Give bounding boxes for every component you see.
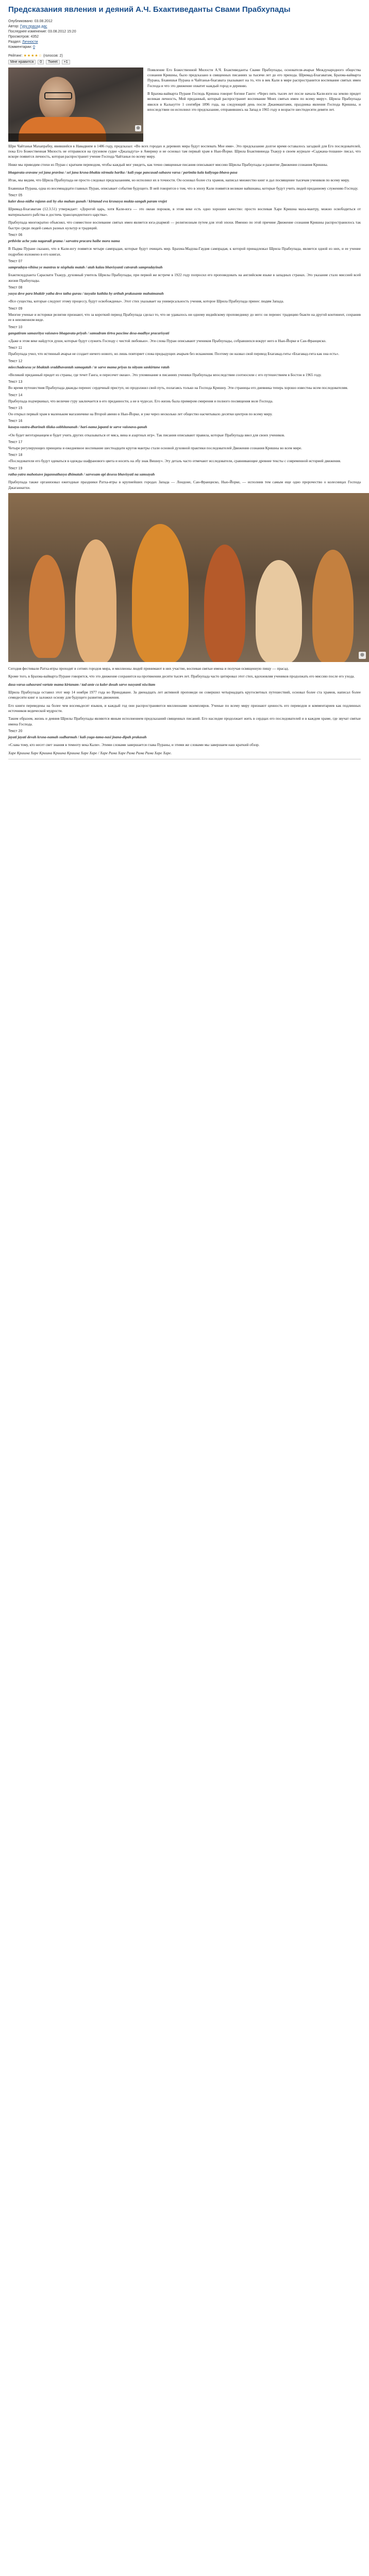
zoom-icon[interactable]: ⊕ <box>359 652 366 659</box>
verse-label: Текст 20 <box>8 730 23 734</box>
photo-figure <box>29 555 65 658</box>
paragraph: «Великий преданный придет из страны, где течет Ганга, и пересечет океан». Это упоминание в писаниях ученики Прабхупады впоследствии соотносили с его путешествием в Бостон в 1965 году. <box>8 372 322 377</box>
meta-key: Раздел: <box>8 40 22 44</box>
rating-value: (голосов: 2) <box>43 54 63 58</box>
verse-label: Текст 18 <box>8 453 23 457</box>
article-page <box>4 0 365 765</box>
meta-value: 03.08.2012 15:20 <box>48 30 76 34</box>
rathayatra-photo[interactable] <box>8 493 369 662</box>
like-button[interactable]: Мне нравится <box>8 60 36 64</box>
paragraph: Таким образом, жизнь и деяния Шрилы Прабхупады являются явным исполнением предсказаний священных писаний. Его наследие продолжает жить в сердцах его последователей и в каждом храме, где звучат святые имена Господа. <box>8 716 361 726</box>
verse-label: Текст 17 <box>8 440 23 445</box>
verse-label: Текст 13 <box>8 380 23 384</box>
verse-label: Текст 07 <box>8 259 23 263</box>
photo-glasses <box>44 92 72 99</box>
sanskrit-verse: dasa-varsa-sahasrani vartate mama kirtanam / tad-ante ca kaler dosah sarve nasyanti niscitam <box>8 682 156 687</box>
verse-label: Текст 12 <box>8 359 23 363</box>
paragraph: Его книги переведены на более чем восемьдесят языков, и каждый год они распространяются миллионами экземпляров. Ученые по всему миру признают ценность его переводов и комментариев как подлинных источников ведической мудрости. <box>8 703 361 714</box>
paragraph: Сегодня фестивали Ратха-ятры проходят в сотнях городов мира, и миллионы людей принимают в них участие, воспевая святые имена и получая освященную пищу — прасад. <box>8 666 289 671</box>
verse-label: Текст 15 <box>8 406 23 411</box>
meta-key: Просмотров: <box>8 35 30 39</box>
verse-label: Текст 19 <box>8 466 23 470</box>
meta-author <box>8 24 361 29</box>
verse-label: Текст 14 <box>8 393 23 397</box>
sanskrit-verse: jayati jayati devah krsna-namah sudharmah / kali-yuga-tama-nasi jnana-dipah prakasah <box>8 735 147 740</box>
paragraph: Шримад-Бхагаватам (12.3.51) утверждает: «Дорогой царь, хотя Кали-юга — это океан пороков, в этом веке есть одно хорошее качество: просто воспевая Харе Кришна маха-мантру, можно освободиться от материального рабства и достичь трансцендентного царства». <box>8 207 361 217</box>
sanskrit-verse: prthivite ache yata nagaradi grama / sarvatra pracara haibe mora nama <box>8 238 120 243</box>
verse-label: Текст 11 <box>8 346 22 350</box>
photo-figure <box>312 550 354 662</box>
article-footer-divider <box>8 759 361 765</box>
article-title[interactable]: Предсказания явления и деяний А.Ч. Бхактиведанты Свами Прабхупады <box>8 5 291 14</box>
rating-label: Рейтинг: <box>8 54 23 58</box>
sanskrit-verse: ratha-yatra mahotsave jagannathasya dhimatah / sarvesam api desesu bhavisyati na samsayah <box>8 471 155 477</box>
verse-label: Текст 10 <box>8 325 23 329</box>
paragraph: Прабхупада подчеркивал, что величие гуру заключается в его преданности, а не в чудесах. Его жизнь была примером смирения и полного посвящения воле Господа. <box>8 398 273 403</box>
paragraph: Многие ученые и историки религии признают, что за короткий период Прабхупада сделал то, что не удавалось ни одному индийскому проповеднику до него: он перенес традицию бхакти на другой континент, сохранив ее в неизменном виде. <box>8 312 361 323</box>
meta-views <box>8 35 361 40</box>
verse-label: Текст 06 <box>8 233 23 237</box>
tweet-button[interactable]: Tweet <box>46 60 60 64</box>
meta-section <box>8 40 361 45</box>
sanskrit-verse: gangatiram samasritya vaisnavo bhagavata-priyah / samudram tirtva pascime desa-madhye pracarisyati <box>8 330 170 335</box>
verse-label: Текст 09 <box>8 307 23 311</box>
sanskrit-verse: kaler dosa-nidhe rajann asti hy eko mahan gunah / kirtanad eva krsnasya mukta-sangah param vrajet <box>8 199 167 204</box>
paragraph: Шрила Прабхупада оставил этот мир 14 ноября 1977 года во Вриндаване. За двенадцать лет активной проповеди он совершил четырнадцать кругосветных путешествий, основал более ста храмов, написал более семидесяти книг и заложил основу для будущего развития движения. <box>8 689 361 700</box>
meta-value: 4352 <box>30 35 39 39</box>
rating-stars-icon[interactable]: ★★★★☆ <box>23 54 42 58</box>
paragraph: Прабхупада также организовал ежегодные праздники Ратха-ятры в крупнейших городах Запада — Лондоне, Сан-Франциско, Нью-Йорке, — исполнив тем самым еще одно пророчество о колесницах Господа Джаганнатхи. <box>8 480 361 490</box>
photo-figure <box>75 539 116 662</box>
photo-figure <box>204 545 245 662</box>
paragraph: Итак, мы видим, что Шрила Прабхупада не просто следовал предсказаниям, но исполнил их в точности. Он основал более ста храмов, написал множество книг и дал посвящение тысячам учеников по всему миру. <box>8 178 350 183</box>
rating-row <box>8 54 361 58</box>
paragraph: «Все существа, которые следуют этому процессу, будут освобождены». Этот стих указывает на универсальность учения, которое Шрила Прабхупада принес людям Запада. <box>8 299 284 304</box>
meta-value: 03.08.2012 <box>34 19 53 23</box>
paragraph: Он открыл первый храм в маленьком магазинчике на Второй авеню в Нью-Йорке, и уже через несколько лет общество насчитывало десятки центров по всему миру. <box>8 412 273 417</box>
photo-caption-strip <box>8 133 143 142</box>
zoom-icon[interactable]: ⊕ <box>135 125 141 131</box>
paragraph: Кроме того, в Брахма-вайварта Пуране говорится, что это движение сохранится на протяжении десяти тысяч лет. Прабхупада часто цитировал этот стих, вдохновляя учеников продолжать его миссию после его ухода. <box>8 674 355 679</box>
photo-figure <box>256 560 302 662</box>
verse-label: Текст 05 <box>8 194 23 198</box>
sanskrit-verse: bhagavata-sravane yei jana pravina / sei jana krsna-bhakta nirmala harika / kali-yuge pancasad-sahasra varsa / parimita kala kaliyuga-bhava-pasa <box>8 170 238 175</box>
meta-modified <box>8 29 361 35</box>
sanskrit-verse: mlecchadesesu ye bhaktah sraddhavantah samagatah / te sarve mama priyas tu nityam sankirtane ratah <box>8 364 170 369</box>
paragraph: «Слава тому, кто несет свет знания в темноту века Кали». Этими словами завершается глава Пураны, и этими же словами мы завершаем наш краткий обзор. <box>8 742 260 748</box>
paragraph: Прабхупада многократно объяснял, что совместное воспевание святых имен является юга-дхармой — религиозным путем для этой эпохи. Именно по этой причине Движение сознания Кришны распространилось так быстро среди людей самых разных культур и традиций. <box>8 220 361 230</box>
paragraph: В Брахма-вайварта Пуране Господь Кришна говорит богине Ганге: «Через пять тысяч лет после начала Кали-юги на землю придет великая личность, Мой преданный, который распространит воспевание Моих святых имен по всему миру». Шрила Прабхупада явился в Калькутте 1 сентября 1896 года, на следующий день после Джанмаштами, праздника явления Господа Кришны, и впоследствии он исполнил это предсказание, отправившись на Запад в 1965 году в возрасте шестидесяти девяти лет. <box>147 91 361 112</box>
meta-key: Автор: <box>8 24 20 28</box>
paragraph: Ниже мы приводим стихи из Пуран с кратким переводом, чтобы каждый мог увидеть, как точно священные писания описывают миссию Шрилы Прабхупады и развитие Движения сознания Кришны. <box>8 162 328 167</box>
verse-label: Текст 08 <box>8 286 23 290</box>
comments-link[interactable]: 0 <box>33 45 35 49</box>
paragraph: «Даже в этом веке найдутся души, которые будут служить Господу с чистой любовью». Эти слова Пуран описывают учеников Прабхупады, собравшихся вокруг него в Нью-Йорке и Сан-Франциско. <box>8 338 327 343</box>
section-link[interactable]: Личности <box>22 40 38 44</box>
sanskrit-verse: sampradaya-vihina ye mantras te nisphala matah / atah kalau bhavisyanti catvarah sampradayinah <box>8 264 163 269</box>
meta-key: Опубликовано: <box>8 19 33 23</box>
verse-label: Текст 16 <box>8 419 23 423</box>
meta-comments <box>8 45 361 50</box>
paragraph: Появление Его Божественной Милости А.Ч. Бхактиведанты Свами Прабхупады, основателя-ачарьи Международного общества сознания Кришны, было предсказано в священных писаниях за тысячи лет до его прихода. Шримад-Бхагаватам, Брахма-вайварта Пурана, Бхавишья Пурана и Чайтанья-бхагавата указывают на то, что в век Кали в мире распространится воспевание святых имен Господа и что это движение охватит каждый город и деревню. <box>147 67 361 88</box>
paragraph: Бхавишья Пурана, одна из восемнадцати главных Пуран, описывает события будущего. В ней говорится о том, что в эпоху Кали появятся великие вайшнавы, которые будут учить людей преданному служению Господу. <box>8 185 359 191</box>
closing-mantra: Харе Кришна Харе Кришна Кришна Кришна Харе Харе / Харе Рама Харе Рама Рама Рама Харе Харе. <box>8 750 172 755</box>
meta-published <box>8 19 361 24</box>
photo-figure <box>132 524 189 662</box>
paragraph: «Последователи его будут одеваться в одежды шафранового цвета и носить на лбу знак Вишну». Эту деталь часто отмечают исследователи, сравнивающие древние тексты с современной историей движения. <box>8 459 341 464</box>
social-buttons <box>8 60 361 64</box>
paragraph: В Падма Пуране сказано, что в Кали-югу появятся четыре сампрадаи, которые будут очищать мир. Брахма-Мадхва-Гаудия сампрадая, к которой принадлежал Шрила Прабхупада, является одной из них, и ее учение подробно изложено в его книгах. <box>8 246 361 257</box>
paragraph: Четыре регулирующих принципа и ежедневное воспевание шестнадцати кругов мантры стали основой духовной практики последователей Движения сознания Кришны во всем мире. <box>8 446 302 451</box>
paragraph: Бхактисиддханта Сарасвати Тхакур, духовный учитель Шрилы Прабхупады, при первой же встрече в 1922 году попросил его проповедовать на английском языке в западных странах. Это указание стало миссией всей жизни Прабхупады. <box>8 273 361 283</box>
meta-key: Комментарии: <box>8 45 32 49</box>
paragraph: Шри Чайтанья Махапрабху, явившийся в Навадвипе в 1486 году, предсказал: «Во всех городах и деревнях мира будут воспевать Мое имя». Это предсказание долгое время оставалось загадкой для Его последователей, пока Его Божественная Милость не отправился на грузовом судне «Джаладута» в Америку и не основал там первый храм в Нью-Йорке. Шрила Бхактивинода Тхакур в своем журнале «Саджана-тошани» писал, что вскоре появится личность, которая распространит учение Господа Чайтаньи по всему миру. <box>8 143 361 159</box>
plusone-button[interactable]: +1 <box>62 60 70 64</box>
meta-key: Последнее изменение: <box>8 30 47 34</box>
paragraph: «Он будет вегетарианцем и будет учить других отказываться от мяса, вина и азартных игр». Так писания описывают правила, которые Прабхупада ввел для своих учеников. <box>8 432 285 437</box>
lead-photo[interactable] <box>8 67 143 142</box>
sanskrit-verse: yasya deve para bhaktir yatha deve tatha gurau / tasyaite kathita hy arthah prakasante mahatmanah <box>8 291 164 296</box>
paragraph: Во время путешествия Прабхупада дважды перенес сердечный приступ, но продолжил свой путь, полагаясь только на Господа Кришну. Эти страницы его дневника теперь хорошо известны всем последователям. <box>8 385 348 391</box>
sanskrit-verse: kasaya-vastra-dharinah tilaka-sobhitananah / hari-nama japanti te sarve vaisnava-ganah <box>8 425 147 430</box>
author-link[interactable]: Гуру прасад дас <box>20 24 47 28</box>
like-count: 0 <box>38 60 44 64</box>
paragraph: Прабхупада учил, что истинный ачарья не создает ничего нового, но лишь повторяет слова предыдущих ачарьев без искажения. Поэтому он назвал свой перевод Бхагавад-гиты «Бхагавад-гита как она есть». <box>8 351 340 357</box>
